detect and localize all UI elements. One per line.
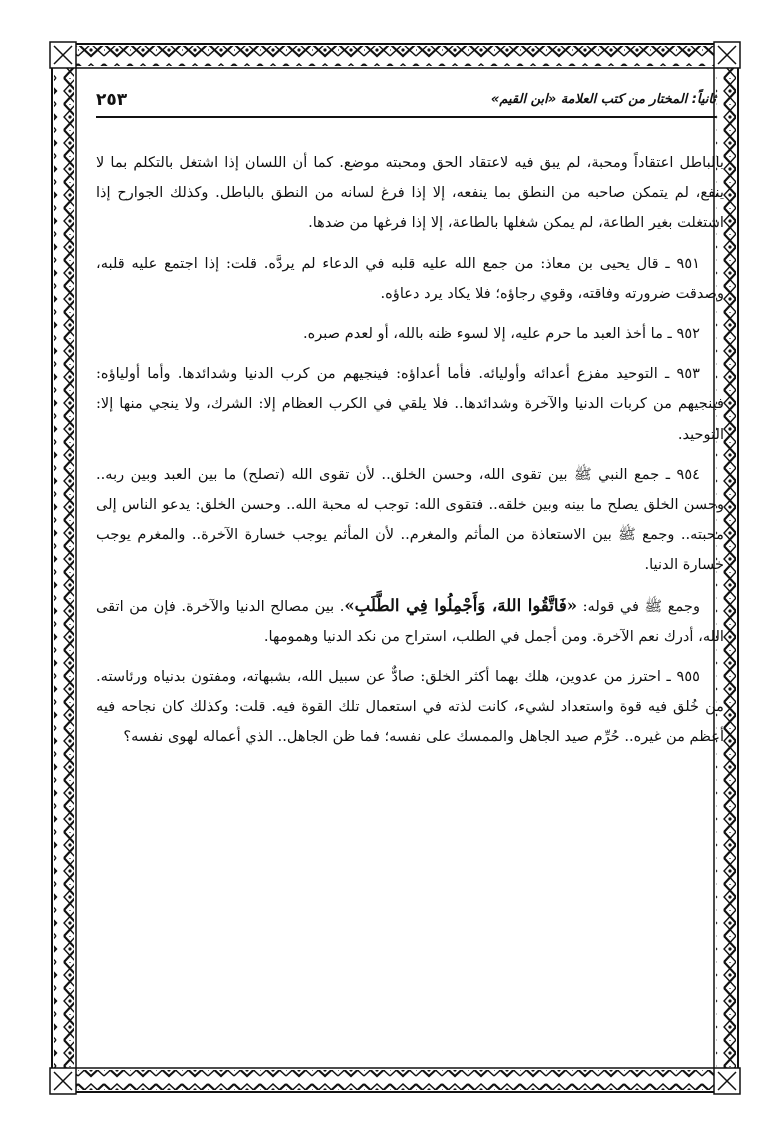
hadith-quote: «فَاتَّقُوا اللهَ، وَأَجْمِلُوا فِي الطَّلَبِ» [344,595,578,615]
paragraph-955: ٩٥٥ ـ احترز من عدوين، هلك بهما أكثر الخلق: صادٌّ عن سبيل الله، بشبهاته، ومفتون بدنياه ورئاسته. من خُلق فيه قوة واستعداد لشيء، كانت لذته في استعمال تلك القوة فيه. قلت: وكذلك كان نجاحه فيه أعظم من غيره.. حُرِّم صيد الجاهل والممسك على نفسه؛ فما ظن الجاهل.. الذي أعماله لهوى نفسه؟ [96,668,724,746]
paragraph-951: ٩٥١ ـ قال يحيى بن معاذ: من جمع الله عليه قلبه في الدعاء لم يردَّه. قلت: إذا اجتمع عليه قلبه، وصدقت ضرورته وفاقته، وقوي رجاؤه؛ فلا يكاد يرد دعاؤه. [96,254,724,302]
quote-tail: . بين مصالح الدنيا والآخرة. فإن من اتقى الله، أدرك نعم الآخرة. ومن أجمل في الطلب، استراح من نكد الدنيا وهمومها. [96,597,724,645]
page-number: ٢٥٣ [96,90,128,110]
page-header [96,90,716,120]
page-body [96,148,724,763]
paragraph-953: ٩٥٣ ـ التوحيد مفزع أعدائه وأوليائه. فأما أعداؤه: فينجيهم من كرب الدنيا وشدائدها. وأما أولياؤه: فينجيهم من كربات الدنيا والآخرة وشدائدها.. فلا يلقي في الكرب العظام إلا: الشرك، ولا ينجي منها إلا: التوحيد. [96,365,724,443]
paragraph-954: ٩٥٤ ـ جمع النبي ﷺ بين تقوى الله، وحسن الخلق.. لأن تقوى الله (تصلح) ما بين العبد وبين ربه.. وحسن الخلق يصلح ما بينه وبين خلقه.. فتقوى الله: توجب له محبة الله.. وحسن الخلق: يدعو الناس إلى محبته.. وجمع ﷺ بين الاستعاذة من المأثم والمغرم.. لأن المأثم يوجب خسارة الآخرة.. والمغرم يوجب خسارة الدنيا. [96,465,724,574]
quote-lead: وجمع ﷺ في قوله: [577,597,700,615]
header-rule [96,116,716,118]
paragraph-continuation: بالباطل اعتقاداً ومحبة، لم يبق فيه لاعتقاد الحق ومحبته موضع. كما أن اللسان إذا اشتغل بالتكلم بما لا ينفع، لم يتمكن صاحبه من النطق بما ينفعه، إلا إذا فرغ لسانه من النطق بالباطل. وكذلك الجوارح إذا اشتغلت بغير الطاعة، لم يمكن شغلها بالطاعة، إلا إذا فرغها من ضدها. [96,154,724,232]
paragraph-952: ٩٥٢ ـ ما أخذ العبد ما حرم عليه، إلا لسوء ظنه بالله، أو لعدم صبره. [302,325,700,343]
running-head: ثانياً: المختار من كتب العلامة «ابن القيم» [490,92,716,107]
paragraph-hadith-quote [96,591,724,652]
